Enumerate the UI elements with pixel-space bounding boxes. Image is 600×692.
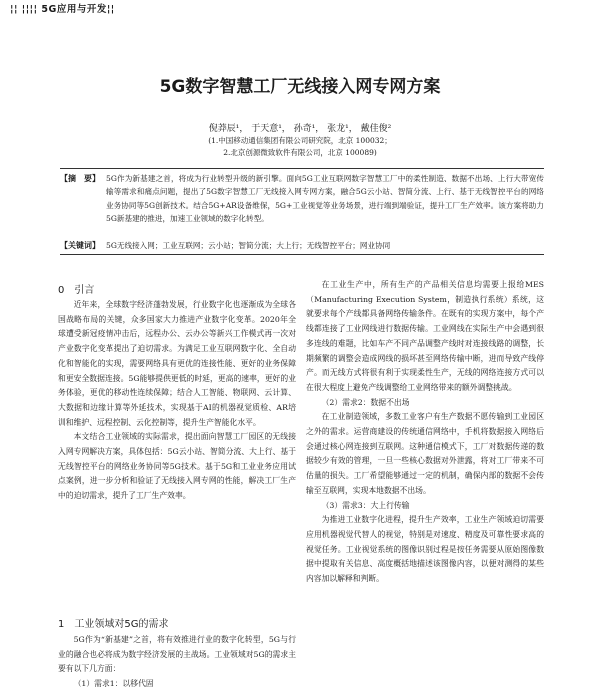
author: 倪莽辰¹， — [208, 124, 249, 134]
subheading: （1）需求1：以移代固 — [73, 679, 154, 689]
author: 孙奇¹， — [293, 124, 325, 134]
paragraph: 在工业制造领域，多数工业客户有生产数据不愿传输到工业园区之外的需求。运营商建设的传统通信网络中，手机将数据接入网络后会通过核心网连接到互联网。这种通信模式下，工厂对数据传递的数据较少有效的管理，一旦一些核心数据对外泄露，将对工厂带来不可估量的损失。工厂希望能够通过一定的机制，确保内部的数据不会传输至互联网，实现本地数据不出场。 — [306, 412, 544, 495]
paragraph: 在工业生产中，所有生产的产品相关信息均需要上报给MES（Manufacturing Execution System，制造执行系统）系统，这就要求每个产线都具备网络传输条件。在既有的实现方案中，每个产线都连接了工业网线进行数据传输。工业网线在实际生产中会遇到很多连线的难题，比如车产不同产品调整产线时对连接线路的调整，长期频繁的调整会造成网线的损坏甚至网络传输中断，进而导致产线停产。而无线方式将很有利于实现柔性生产，无线的网络连接方式可以在很大程度上避免产线调整给工业网络带来的额外调整挑战。 — [306, 280, 544, 392]
affiliations — [0, 135, 600, 159]
paragraph: 5G作为“新基建”之首，将有效推进行业的数字化转型，5G与行业的融合也必将成为数字经济发展的主战场。工业领域对5G的需求主要有以下几方面： — [58, 635, 296, 674]
abstract-bottom-rule — [60, 254, 544, 255]
abstract-text: 5G作为新基建之首，将成为行业转型升级的新引擎。面向5G工业互联网数字智慧工厂中的柔性制造、数据不出场、上行大带宽传输等需求和痛点问题，提出了5G数字智慧工厂无线接入网专网方案，融合5G云小站、智简分流、上行、基于无线智控平台的网络业务协同等5G创新技术。结合5G+AR设备维保，5G+工业视觉等业务场景，进行端到端验证，提升工厂生产效率。该方案将助力5G新基建的推进，加速工业领域的数字化转型。 — [106, 174, 544, 224]
keywords-text: 5G无线接入网；工业互联网；云小站；智简分流；大上行；无线智控平台；网业协同 — [106, 241, 391, 250]
keywords-label: 【关键词】 — [60, 240, 100, 250]
author: 戴佳俊² — [360, 124, 392, 134]
author-list — [0, 121, 600, 134]
left-column-intro — [58, 298, 296, 504]
right-column — [306, 278, 544, 587]
affiliation-line: (1.中国移动通信集团有限公司研究院，北京 100032； — [208, 136, 392, 145]
subheading: （2）需求2：数据不出场 — [321, 397, 410, 407]
paragraph: 为推进工业数字化进程，提升生产效率，工业生产领域迫切需要应用机器视觉代替人的视觉，特别是对速度、精度及可靠性要求高的视觉任务。工业视觉系统的图像识别过程是按任务需要从原始图像数据中提取有关信息、高度概括地描述该图像内容，以便对测得的某些内容加以解释和判断。 — [306, 515, 544, 584]
section-heading-intro: 0 引言 — [58, 285, 95, 296]
paragraph: 本文结合工业领域的实际需求，提出面向智慧工厂园区的无线接入网专网解决方案，具体包括：5G云小站、智简分流、大上行、基于无线智控平台的网络业务协同等5G技术。基于5G和工业业务应用试点案例，进一步分析和验证了无线接入网专网的性能，解决工厂生产中的迫切需求，提升了工厂生产效率。 — [58, 432, 296, 501]
subheading: （3）需求3：大上行传输 — [321, 500, 410, 510]
abstract-label: 【摘 要】 — [60, 173, 100, 183]
section-heading-1: 1 工业领域对5G的需求 — [58, 619, 169, 630]
paragraph: 近年来，全球数字经济蓬勃发展，行业数字化也逐渐成为全球各国战略布局的关键，众多国家大力推进产业数字化变革。2020年全球遭受新冠疫情冲击后，远程办公、云办公等新兴工作模式再一次对产业数字化变革提出了迫切需求。为满足工业互联网数字化、全自动化和智能化的实现，需要网络具有更优的连接性能、更好的业务保障和更安全数据连接。5G能够提供更低的时延，更高的速率，更好的业务体验，更优的移动性连续保障；结合人工智能、物联网、云计算、大数据和边缘计算等外延技术，实现基于AI的机器视觉质检、AR培训和维护、远程控制、云化控制等，提升生产智能化水平。 — [58, 300, 296, 427]
affiliation-line: 2.北京创源微致软件有限公司，北京 100089) — [223, 148, 377, 157]
paper-title: 5G数字智慧工厂无线接入网专网方案 — [159, 77, 441, 97]
abstract-top-rule — [60, 168, 544, 169]
author: 于天意¹， — [251, 124, 291, 134]
journal-header: ¦¦ ¦¦¦¦ 5G应用与开发¦¦ — [10, 4, 115, 15]
author: 张龙¹， — [327, 124, 358, 134]
